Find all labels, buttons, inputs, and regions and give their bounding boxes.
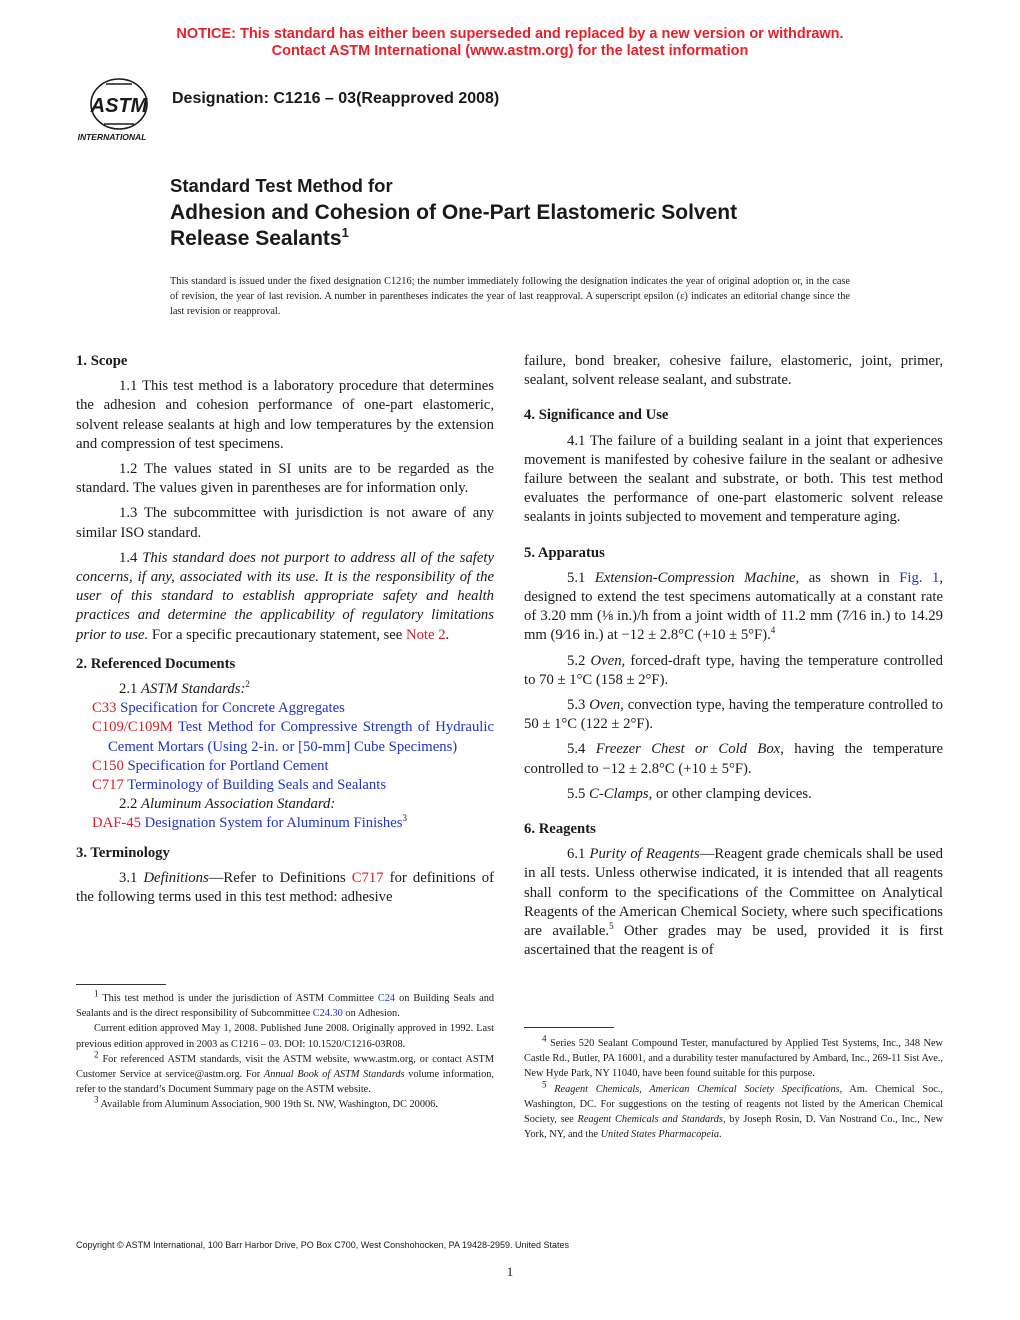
section-3-heading: 3. Terminology: [76, 844, 170, 861]
astm-logo: [76, 76, 162, 142]
para-5-5-num: 5.5: [567, 785, 586, 802]
fn1-c: on Adhesion.: [345, 1008, 400, 1020]
para-5-5: [524, 785, 943, 804]
ref-code[interactable]: C33: [92, 700, 117, 717]
footnote-divider-left: [76, 984, 166, 985]
para-5-3: [524, 696, 943, 734]
copyright-line: Copyright © ASTM International, 100 Barr Harbor Drive, PO Box C700, West Conshohocken, PA 19428-2959. United States: [76, 1240, 570, 1250]
para-6-1-text2: Other grades may be used, provided it is first ascertained that the reagent is of: [524, 923, 943, 959]
fn2-b: volume information, refer to the standard’s Document Summary page on the ASTM website.: [76, 1069, 494, 1096]
notice-line-1: NOTICE: This standard has either been superseded and replaced by a new version or withdrawn.: [176, 26, 844, 42]
para-1-4-caveat: This standard does not purport to address all of the safety concerns, if any, associated with its use. It is the responsibility of the user of this standard to establish appropriate safety and health practices and determine the applicability of regulatory limitations prior to use.: [76, 549, 495, 643]
designation: Designation: C1216 – 03(Reapproved 2008): [172, 90, 500, 107]
fn2-italic: Annual Book of ASTM Standards: [263, 1069, 405, 1081]
fn4-sup: 4: [542, 1033, 547, 1044]
footnote-1-edition: Current edition approved May 1, 2008. Published June 2008. Originally approved in 1992. Last previous edition approved in 2003 as C1216 – 03. DOI: 10.1520/C1216-03R08.: [76, 1023, 494, 1050]
c24-30-link[interactable]: C24.30: [312, 1008, 343, 1020]
para-5-1-text2: , designed to extend the test specimens automatically at a constant rate of 3.20 mm (⅛ in.)/h from a joint width of 11.2 mm (7⁄16 in.) to 14.29 mm (9⁄16 in.) at −12 ± 2.8°C (+10 ± 5°F).: [524, 569, 943, 644]
ref-code[interactable]: C109/C109M: [92, 719, 173, 736]
para-1-3: 1.3 The subcommittee with jurisdiction is not aware of any similar ISO standard.: [76, 505, 494, 541]
ref-c717[interactable]: [76, 776, 494, 795]
para-5-4-text: having the temperature controlled to −12 ± 2.8°C (+10 ± 5°F).: [524, 741, 943, 777]
para-3-1-text1: —Refer to Definitions: [208, 869, 346, 886]
title-line-3: Release Sealants: [170, 227, 342, 250]
para-5-2: [524, 652, 943, 690]
fn3-text: Available from Aluminum Association, 900 19th St. NW, Washington, DC 20006.: [100, 1099, 438, 1111]
para-5-1: [524, 569, 943, 646]
right-column: [524, 352, 943, 960]
para-6-1-text1: —Reagent grade chemicals shall be used in all tests. Unless otherwise indicated, it is intended that all reagents shall conform to the specifications of the Committee on Analytical Reagents of the American Chemical Society, where such specifications are available.: [524, 846, 943, 940]
para-5-3-text: convection type, having the temperature controlled to 50 ± 1°C (122 ± 2°F).: [524, 697, 944, 733]
ref-code[interactable]: C717: [92, 777, 124, 794]
fn5-c: .: [718, 1129, 722, 1141]
para-2-1: [76, 680, 494, 699]
ref-code[interactable]: C150: [92, 757, 124, 774]
fn1-sup: 1: [94, 988, 99, 999]
footnote-3: [76, 1097, 494, 1112]
fn2-sup: 2: [94, 1049, 99, 1060]
astm-standards-label: ASTM Standards:: [141, 681, 246, 698]
footnote-5-ref[interactable]: 5: [609, 921, 614, 932]
para-1-1: 1.1 This test method is a laboratory procedure that determines the adhesion and cohesion performance of one-part elastomeric, solvent release sealants at high and low temperatures by the extension and compression of test specimens.: [76, 378, 494, 452]
para-2-2-num: 2.2: [119, 796, 138, 813]
para-6-1: [524, 845, 943, 960]
para-5-3-num: 5.3: [567, 697, 586, 714]
purity-term: Purity of Reagents: [589, 846, 700, 863]
footnote-2: [76, 1049, 495, 1098]
note-2-link[interactable]: Note 2: [405, 626, 446, 643]
section-2-heading: 2. Referenced Documents: [76, 655, 236, 672]
footnotes-left: [76, 988, 495, 1113]
para-6-1-num: 6.1: [567, 846, 586, 863]
logo-subtext: INTERNATIONAL: [77, 132, 147, 142]
section-5-heading: 5. Apparatus: [524, 544, 605, 561]
footnote-2-ref[interactable]: 2: [245, 679, 250, 690]
fn5-b: , by Joseph Rosin, D. Van Nostrand Co., Inc., New York, NY, and the: [524, 1114, 944, 1141]
para-5-5-text: or other clamping devices.: [655, 785, 812, 802]
para-1-2: 1.2 The values stated in SI units are to be regarded as the standard. The values given in parentheses are for information only.: [76, 461, 494, 497]
notice-line-2: Contact ASTM International (www.astm.org) for the latest information: [271, 43, 749, 59]
fn4-text: Series 520 Sealant Compound Tester, manufactured by Applied Test Systems, Inc., 348 New Castle Rd., Butler, PA 16001, and a durability tester manufactured by Ambard, Inc., 269-11 Sist Ave., New Hyde Park, NY 11040, have been found suitable for this purpose.: [524, 1038, 943, 1080]
c717-link[interactable]: C717: [351, 869, 384, 886]
fn5-italic1: Reagent Chemicals, American Chemical Society Specifications: [554, 1083, 840, 1095]
ref-title[interactable]: Specification for Concrete Aggregates: [120, 700, 345, 717]
para-5-4-term: Freezer Chest or Cold Box,: [595, 741, 784, 758]
para-5-1-num: 5.1: [567, 569, 586, 586]
ref-title[interactable]: Test Method for Compressive Strength of Hydraulic Cement Mortars (Using 2-in. or [50-mm] Cube Specimens): [108, 719, 494, 755]
para-5-1-term: Extension-Compression Machine,: [594, 569, 800, 586]
section-1-heading: 1. Scope: [76, 353, 128, 369]
ref-title[interactable]: Specification for Portland Cement: [127, 757, 329, 774]
page-number: 1: [506, 1264, 514, 1279]
ref-title[interactable]: Designation System for Aluminum Finishes: [144, 815, 403, 832]
para-5-2-text: forced-draft type, having the temperature controlled to 70 ± 1°C (158 ± 2°F).: [524, 652, 944, 688]
ref-daf45[interactable]: [76, 814, 494, 833]
ref-c109[interactable]: [76, 718, 494, 756]
footnote-4-ref[interactable]: 4: [770, 625, 776, 636]
para-1-4: [76, 549, 494, 645]
para-2-1-num: 2.1: [119, 681, 138, 698]
title-main: [170, 200, 737, 252]
para-5-5-term: C-Clamps,: [589, 785, 653, 802]
fn5-italic3: United States Pharmacopeia: [600, 1129, 719, 1141]
fn2-a: For referenced ASTM standards, visit the ASTM website, www.astm.org, or contact ASTM Customer Service at service@astm.org. For: [76, 1053, 495, 1081]
para-1-4-tail: For a specific precautionary statement, see: [151, 626, 403, 643]
para-5-2-term: Oven,: [590, 652, 626, 669]
aa-standard-label: Aluminum Association Standard:: [141, 796, 336, 813]
left-column: [76, 352, 494, 907]
fn1-a: This test method is under the jurisdiction of ASTM Committee: [102, 993, 374, 1004]
title-line-1: Standard Test Method for: [170, 175, 393, 196]
fig-1-link[interactable]: Fig. 1: [899, 569, 940, 586]
para-5-4: [524, 740, 943, 778]
para-1-4-num: 1.4: [119, 549, 138, 566]
footnote-3-ref[interactable]: 3: [402, 813, 407, 824]
withdrawal-notice: [0, 26, 1020, 60]
section-6-heading: 6. Reagents: [524, 821, 596, 838]
footnote-5: [524, 1079, 944, 1143]
ref-code[interactable]: DAF-45: [92, 815, 141, 832]
logo-mark: ASTM: [90, 95, 148, 117]
issue-note: This standard is issued under the fixed designation C1216; the number immediately following the designation indicates the year of original adoption or, in the case of revision, the year of last revision. A number in parentheses indicates the year of last reapproval. A superscript epsilon (ε) indicates an editorial change since the last revision or reapproval.: [170, 276, 850, 317]
footnote-4: [524, 1033, 943, 1082]
title-footnote-ref[interactable]: 1: [341, 225, 349, 240]
fn5-italic2: Reagent Chemicals and Standards: [577, 1114, 723, 1126]
para-5-1-text1: as shown in: [808, 569, 890, 586]
footnote-1: [76, 988, 494, 1021]
definitions-term: Definitions: [143, 869, 209, 886]
section-4-heading: 4. Significance and Use: [524, 407, 669, 424]
ref-c150[interactable]: [76, 757, 494, 776]
para-3-1: [76, 869, 494, 907]
footnote-divider-right: [524, 1027, 614, 1028]
ref-c33[interactable]: [76, 699, 494, 718]
para-5-2-num: 5.2: [567, 652, 586, 669]
fn3-sup: 3: [94, 1095, 99, 1105]
fn5-a: , Am. Chemical Soc., Washington, DC. For suggestions on the testing of reagents not listed by the American Chemical Society, see: [524, 1083, 943, 1126]
para-2-2: [76, 795, 494, 814]
para-3-1-continued: failure, bond breaker, cohesive failure, elastomeric, joint, primer, sealant, solvent release sealant, and substrate.: [524, 353, 943, 389]
para-3-1-text2: for definitions of the following terms used in this test method: adhesive: [76, 869, 495, 906]
ref-title[interactable]: Terminology of Building Seals and Sealants: [127, 777, 387, 794]
fn1-b: on Building Seals and Sealants and is the direct responsibility of Subcommittee: [76, 993, 494, 1020]
footnotes-right: [524, 1033, 944, 1142]
para-5-3-term: Oven,: [589, 697, 624, 714]
para-1-4-end: .: [445, 626, 450, 643]
title-line-2: Adhesion and Cohesion of One-Part Elastomeric Solvent: [170, 201, 738, 224]
c24-link[interactable]: C24: [377, 993, 396, 1004]
fn5-sup: 5: [542, 1079, 547, 1090]
para-5-4-num: 5.4: [567, 741, 586, 758]
para-3-1-num: 3.1: [119, 869, 138, 886]
para-4-1: 4.1 The failure of a building sealant in a joint that experiences movement is manifested by cohesive failure in the sealant or adhesive failure between the sealant and substrate, or both. This test method evaluates the performance of one-part elastomeric solvent release sealants in joints subjected to movement and temperature aging.: [524, 432, 943, 526]
